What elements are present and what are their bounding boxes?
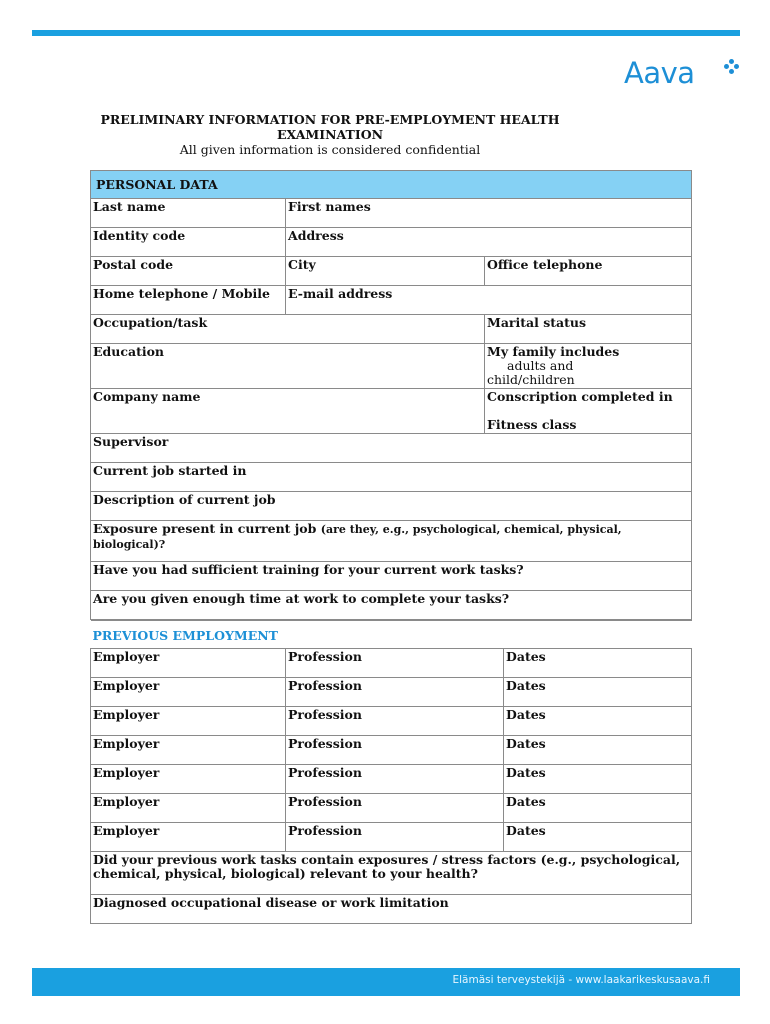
education-field[interactable] [91,344,485,389]
job-started-label: Current job started in [93,463,247,478]
dates-field[interactable] [504,678,692,707]
employer-field[interactable] [91,649,286,678]
employer-label: Employer [93,823,160,838]
health-form [90,170,691,924]
profession-field[interactable] [286,765,504,794]
adults-label: adults and [507,358,574,373]
profession-label: Profession [288,736,362,751]
email-field[interactable] [286,286,692,315]
footer-text: Elämäsi terveystekijä - www.laakarikeskusaava.fi [452,974,710,986]
exposure-note: (are they, e.g., psychological, chemical, physical, biological)? [93,523,622,551]
profession-label: Profession [288,707,362,722]
job-started-field[interactable] [91,463,692,492]
email-label: E-mail address [288,286,393,301]
employer-field[interactable] [91,765,286,794]
confidential-note: All given information is considered confidential [179,142,481,157]
employer-label: Employer [93,678,160,693]
profession-field[interactable] [286,794,504,823]
employer-label: Employer [93,794,160,809]
occupation-field[interactable] [91,315,485,344]
dates-label: Dates [506,678,546,693]
employer-field[interactable] [91,794,286,823]
profession-label: Profession [288,823,362,838]
dates-field[interactable] [504,794,692,823]
profession-field[interactable] [286,823,504,852]
form-title-line2: EXAMINATION [276,127,384,142]
diagnosed-label: Diagnosed occupational disease or work limitation [93,895,449,910]
employer-label: Employer [93,707,160,722]
training-field[interactable] [91,562,692,591]
dates-field[interactable] [504,736,692,765]
employer-label: Employer [93,649,160,664]
previous-exposures-label: Did your previous work tasks contain exposures / stress factors (e.g., psychological, chemical, physical, biological) relevant to your health? [93,852,681,881]
first-names-field[interactable] [286,199,692,228]
exposure-field[interactable] [91,521,692,562]
enough-time-field[interactable] [91,591,692,620]
employment-row [91,765,692,794]
dates-label: Dates [506,736,546,751]
previous-employment-heading: PREVIOUS EMPLOYMENT [91,621,692,649]
employer-label: Employer [93,736,160,751]
employer-field[interactable] [91,678,286,707]
previous-exposures-field[interactable] [91,852,692,895]
employment-row [91,649,692,678]
profession-label: Profession [288,794,362,809]
job-description-field[interactable] [91,492,692,521]
dates-label: Dates [506,765,546,780]
address-field[interactable] [286,228,692,257]
employment-row [91,736,692,765]
dates-label: Dates [506,823,546,838]
conscription-label: Conscription completed in [487,389,673,404]
office-telephone-label: Office telephone [487,257,603,272]
conscription-field[interactable] [485,389,692,434]
form-title-line1: PRELIMINARY INFORMATION FOR PRE-EMPLOYMENT HEALTH [100,112,560,127]
employment-row [91,678,692,707]
occupation-label: Occupation/task [93,315,208,330]
aava-logo [624,56,744,92]
city-label: City [288,257,316,272]
previous-employment-table [90,620,692,924]
postal-code-label: Postal code [93,257,174,272]
education-label: Education [93,344,165,359]
dates-field[interactable] [504,823,692,852]
profession-field[interactable] [286,707,504,736]
last-name-field[interactable] [91,199,286,228]
employment-row [91,707,692,736]
logo-dots-icon [724,59,740,75]
last-name-label: Last name [93,199,166,214]
employment-row [91,823,692,852]
city-field[interactable] [286,257,485,286]
children-label: child/children [487,372,575,387]
profession-label: Profession [288,649,362,664]
dates-field[interactable] [504,707,692,736]
home-telephone-label: Home telephone / Mobile [93,286,270,301]
identity-code-label: Identity code [93,228,186,243]
employer-field[interactable] [91,736,286,765]
training-label: Have you had sufficient training for your current work tasks? [93,562,524,577]
dates-field[interactable] [504,765,692,794]
family-includes-label: My family includes [487,344,620,359]
supervisor-label: Supervisor [93,434,169,449]
home-telephone-field[interactable] [91,286,286,315]
diagnosed-field[interactable] [91,895,692,924]
family-field[interactable] [485,344,692,389]
marital-status-label: Marital status [487,315,587,330]
employer-label: Employer [93,765,160,780]
dates-label: Dates [506,649,546,664]
employment-row [91,794,692,823]
profession-field[interactable] [286,736,504,765]
enough-time-label: Are you given enough time at work to complete your tasks? [93,591,510,606]
logo-text: Aava [624,56,695,90]
postal-code-field[interactable] [91,257,286,286]
fitness-class-label: Fitness class [487,417,577,432]
dates-label: Dates [506,794,546,809]
dates-field[interactable] [504,649,692,678]
company-name-field[interactable] [91,389,485,434]
first-names-label: First names [288,199,371,214]
personal-data-table [90,170,692,620]
profession-label: Profession [288,678,362,693]
exposure-label: Exposure present in current job [93,521,317,536]
supervisor-field[interactable] [91,434,692,463]
footer-bar [32,968,740,996]
employer-field[interactable] [91,707,286,736]
job-description-label: Description of current job [93,492,276,507]
address-label: Address [288,228,344,243]
profession-field[interactable] [286,649,504,678]
employer-field[interactable] [91,823,286,852]
office-telephone-field[interactable] [485,257,692,286]
marital-status-field[interactable] [485,315,692,344]
top-accent-bar [32,30,740,36]
company-name-label: Company name [93,389,201,404]
profession-field[interactable] [286,678,504,707]
dates-label: Dates [506,707,546,722]
identity-code-field[interactable] [91,228,286,257]
profession-label: Profession [288,765,362,780]
personal-data-heading: PERSONAL DATA [91,171,692,199]
